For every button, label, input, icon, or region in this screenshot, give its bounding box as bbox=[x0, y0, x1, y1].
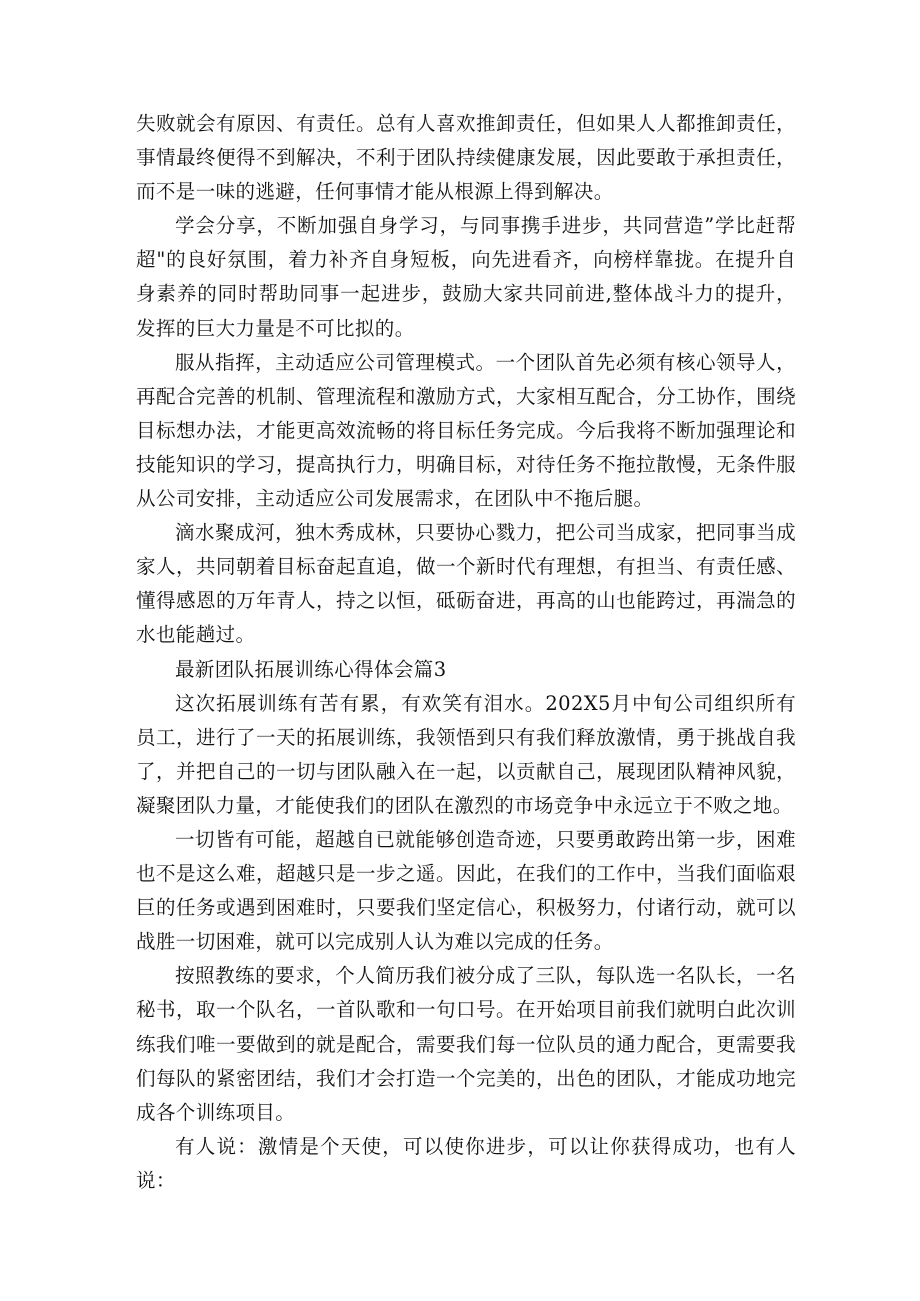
paragraph: 滴水聚成河，独木秀成林，只要协心戮力，把公司当成家，把同事当成家人，共同朝着目标奋起直追，做一个新时代有理想，有担当、有责任感、懂得感恩的万年青人，持之以恒，砥砺奋进，再高的山也能跨过，再湍急的水也能趟过。 bbox=[136, 521, 796, 647]
paragraph: 按照教练的要求，个人简历我们被分成了三队，每队选一名队长，一名秘书，取一个队名，一首队歌和一句口号。在开始项目前我们就明白此次训练我们唯一要做到的就是配合，需要我们每一位队员的通力配合，更需要我们每队的紧密团结，我们才会打造一个完美的，出色的团队，才能成功地完成各个训练项目。 bbox=[136, 964, 796, 1124]
paragraph: 学会分享，不断加强自身学习，与同事携手进步，共同营造”学比赶帮超"的良好氛围，着力补齐自身短板，向先进看齐，向榜样靠拢。在提升自身素养的同时帮助同事一起进步，鼓励大家共同前进,整体战斗力的提升，发挥的巨大力量是不可比拟的。 bbox=[136, 214, 796, 340]
document-body bbox=[136, 107, 796, 1198]
paragraph: 服从指挥，主动适应公司管理模式。一个团队首先必须有核心领导人，再配合完善的机制、管理流程和激励方式，大家相互配合，分工协作，围绕目标想办法，才能更高效流畅的将目标任务完成。今后我将不断加强理论和技能知识的学习，提高执行力，明确目标，对待任务不拖拉散慢，无条件服从公司安排，主动适应公司发展需求，在团队中不拖后腿。 bbox=[136, 350, 796, 511]
paragraph: 这次拓展训练有苦有累，有欢笑有泪水。202X5月中旬公司组织所有员工，进行了一天的拓展训练，我领悟到只有我们释放激情，勇于挑战自我了，并把自己的一切与团队融入在一起，以贡献自己，展现团队精神风貌，凝聚团队力量，才能使我们的团队在激烈的市场竞争中永远立于不败之地。 bbox=[136, 691, 796, 817]
section-heading: 最新团队拓展训练心得体会篇3 bbox=[175, 657, 447, 681]
paragraph: 有人说：激情是个天使，可以使你进步，可以让你获得成功，也有人说： bbox=[136, 1134, 796, 1192]
paragraph-continuation: 失败就会有原因、有责任。总有人喜欢推卸责任，但如果人人都推卸责任，事情最终便得不到解决，不利于团队持续健康发展，因此要敢于承担责任，而不是一味的逃避，任何事情才能从根源上得到解决。 bbox=[136, 112, 796, 204]
paragraph: 一切皆有可能，超越自已就能够创造奇迹，只要勇敢跨出第一步，困难也不是这么难，超越只是一步之遥。因此，在我们的工作中，当我们面临艰巨的任务或遇到困难时，只要我们坚定信心，积极努力，付诸行动，就可以战胜一切困难，就可以完成别人认为难以完成的任务。 bbox=[136, 827, 796, 954]
